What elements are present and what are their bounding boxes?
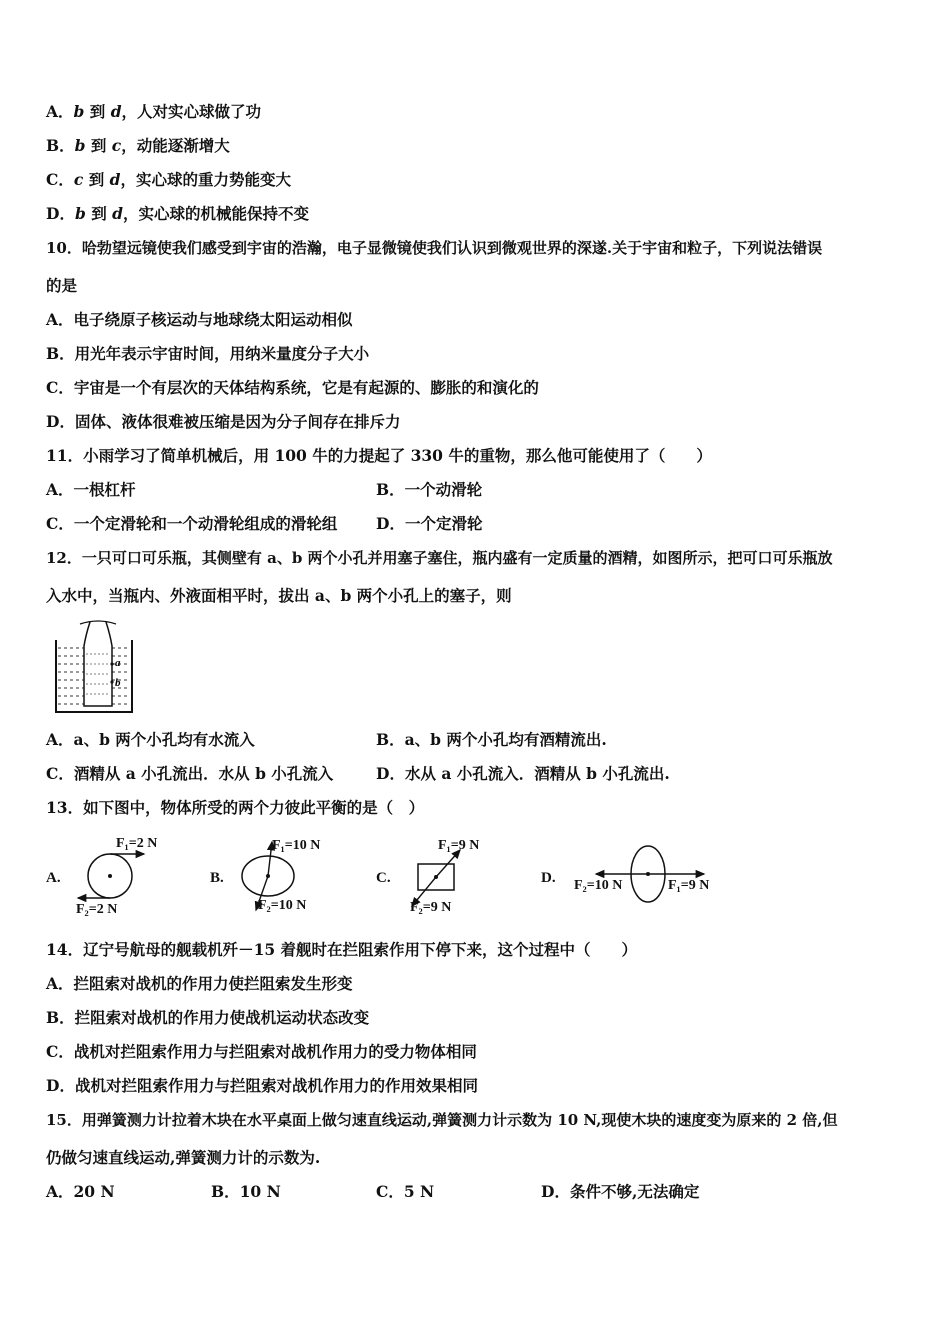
q15-stem-line2: 仍做匀速直线运动,弹簧测力计的示数为. [46,1148,321,1167]
q13-figure-d [572,836,722,920]
q10-option-d: D．固体、液体很难被压缩是因为分子间存在排斥力 [46,412,401,431]
q9-option-d: D．b 到 d，实心球的机械能保持不变 [46,204,309,223]
q10-option-c: C．宇宙是一个有层次的天体结构系统，它是有起源的、膨胀的和演化的 [46,378,539,397]
q13-figure-b [234,836,344,920]
q15-option-b: B．10 N [211,1182,281,1201]
q12-option-b: B．a、b 两个小孔均有酒精流出. [376,730,607,749]
q13-d-f1-label: F₁=9 N [668,878,710,893]
q9-option-a: A．b 到 d，人对实心球做了功 [46,102,262,121]
q12-option-a: A．a、b 两个小孔均有水流入 [46,730,255,749]
q14-option-b: B．拦阻索对战机的作用力使战机运动状态改变 [46,1008,370,1027]
q13-b-f1-label: F₁=10 N [272,838,321,853]
q9-option-c: C．c 到 d，实心球的重力势能变大 [46,170,291,189]
q13-a-f2-label: F₂=2 N [76,902,118,917]
q13-c-f2-label: F₂=9 N [410,900,452,915]
hole-label-b: b [115,677,121,689]
bottle-in-water-figure [54,620,134,714]
q12-stem-line1: 12．一只可口可乐瓶，其侧壁有 a、b 两个小孔并用塞子塞住，瓶内盛有一定质量的酒精，如图所示，把可口可乐瓶放 [46,549,833,567]
q13-a-f1-label: F₁=2 N [116,836,158,851]
q13-figure-a-letter: A. [46,870,61,886]
q15-option-d: D．条件不够,无法确定 [541,1182,700,1201]
q14-option-a: A．拦阻索对战机的作用力使拦阻索发生形变 [46,974,353,993]
q14-stem: 14．辽宁号航母的舰载机歼－15 着舰时在拦阻索作用下停下来，这个过程中（ ） [46,940,638,959]
q11-stem: 11．小雨学习了简单机械后，用 100 牛的力提起了 330 牛的重物，那么他可能使用了（ ） [46,446,712,465]
q12-option-d: D．水从 a 小孔流入．酒精从 b 小孔流出. [376,764,670,783]
q10-option-b: B．用光年表示宇宙时间，用纳米量度分子大小 [46,344,370,363]
q15-option-a: A．20 N [46,1182,115,1201]
q13-figure-d-letter: D. [541,870,556,886]
q13-figure-a [74,836,184,920]
q11-option-c: C．一个定滑轮和一个动滑轮组成的滑轮组 [46,514,338,533]
q13-b-f2-label: F₂=10 N [258,898,307,913]
q15-stem-line1: 15．用弹簧测力计拉着木块在水平桌面上做匀速直线运动,弹簧测力计示数为 10 N,现使木块的速度变为原来的 2 倍,但 [46,1111,838,1129]
q15-option-c: C．5 N [376,1182,435,1201]
q11-option-a: A．一根杠杆 [46,480,136,499]
q13-figure-c [404,836,514,920]
q12-stem-line2: 入水中，当瓶内、外液面相平时，拔出 a、b 两个小孔上的塞子，则 [46,586,512,605]
q10-stem-line1: 10．哈勃望远镜使我们感受到宇宙的浩瀚，电子显微镜使我们认识到微观世界的深遂.关于宇宙和粒子，下列说法错误 [46,239,823,257]
q9-option-b: B．b 到 c，动能逐渐增大 [46,136,230,155]
q13-figure-b-letter: B. [210,870,224,886]
q11-option-d: D．一个定滑轮 [376,514,483,533]
bottle-in-water-drawing [54,620,134,714]
hole-label-a: a [115,657,121,669]
q11-option-b: B．一个动滑轮 [376,480,483,499]
q13-d-f2-label: F₂=10 N [574,878,623,893]
q10-stem-line2: 的是 [46,276,78,295]
q13-c-f1-label: F₁=9 N [438,838,480,853]
q10-option-a: A．电子绕原子核运动与地球绕太阳运动相似 [46,310,353,329]
q12-option-c: C．酒精从 a 小孔流出．水从 b 小孔流入 [46,764,334,783]
q13-figure-c-letter: C. [376,870,391,886]
q14-option-c: C．战机对拦阻索作用力与拦阻索对战机作用力的受力物体相同 [46,1042,477,1061]
q13-stem: 13．如下图中，物体所受的两个力彼此平衡的是（ ） [46,798,425,817]
q14-option-d: D．战机对拦阻索作用力与拦阻索对战机作用力的作用效果相同 [46,1076,478,1095]
